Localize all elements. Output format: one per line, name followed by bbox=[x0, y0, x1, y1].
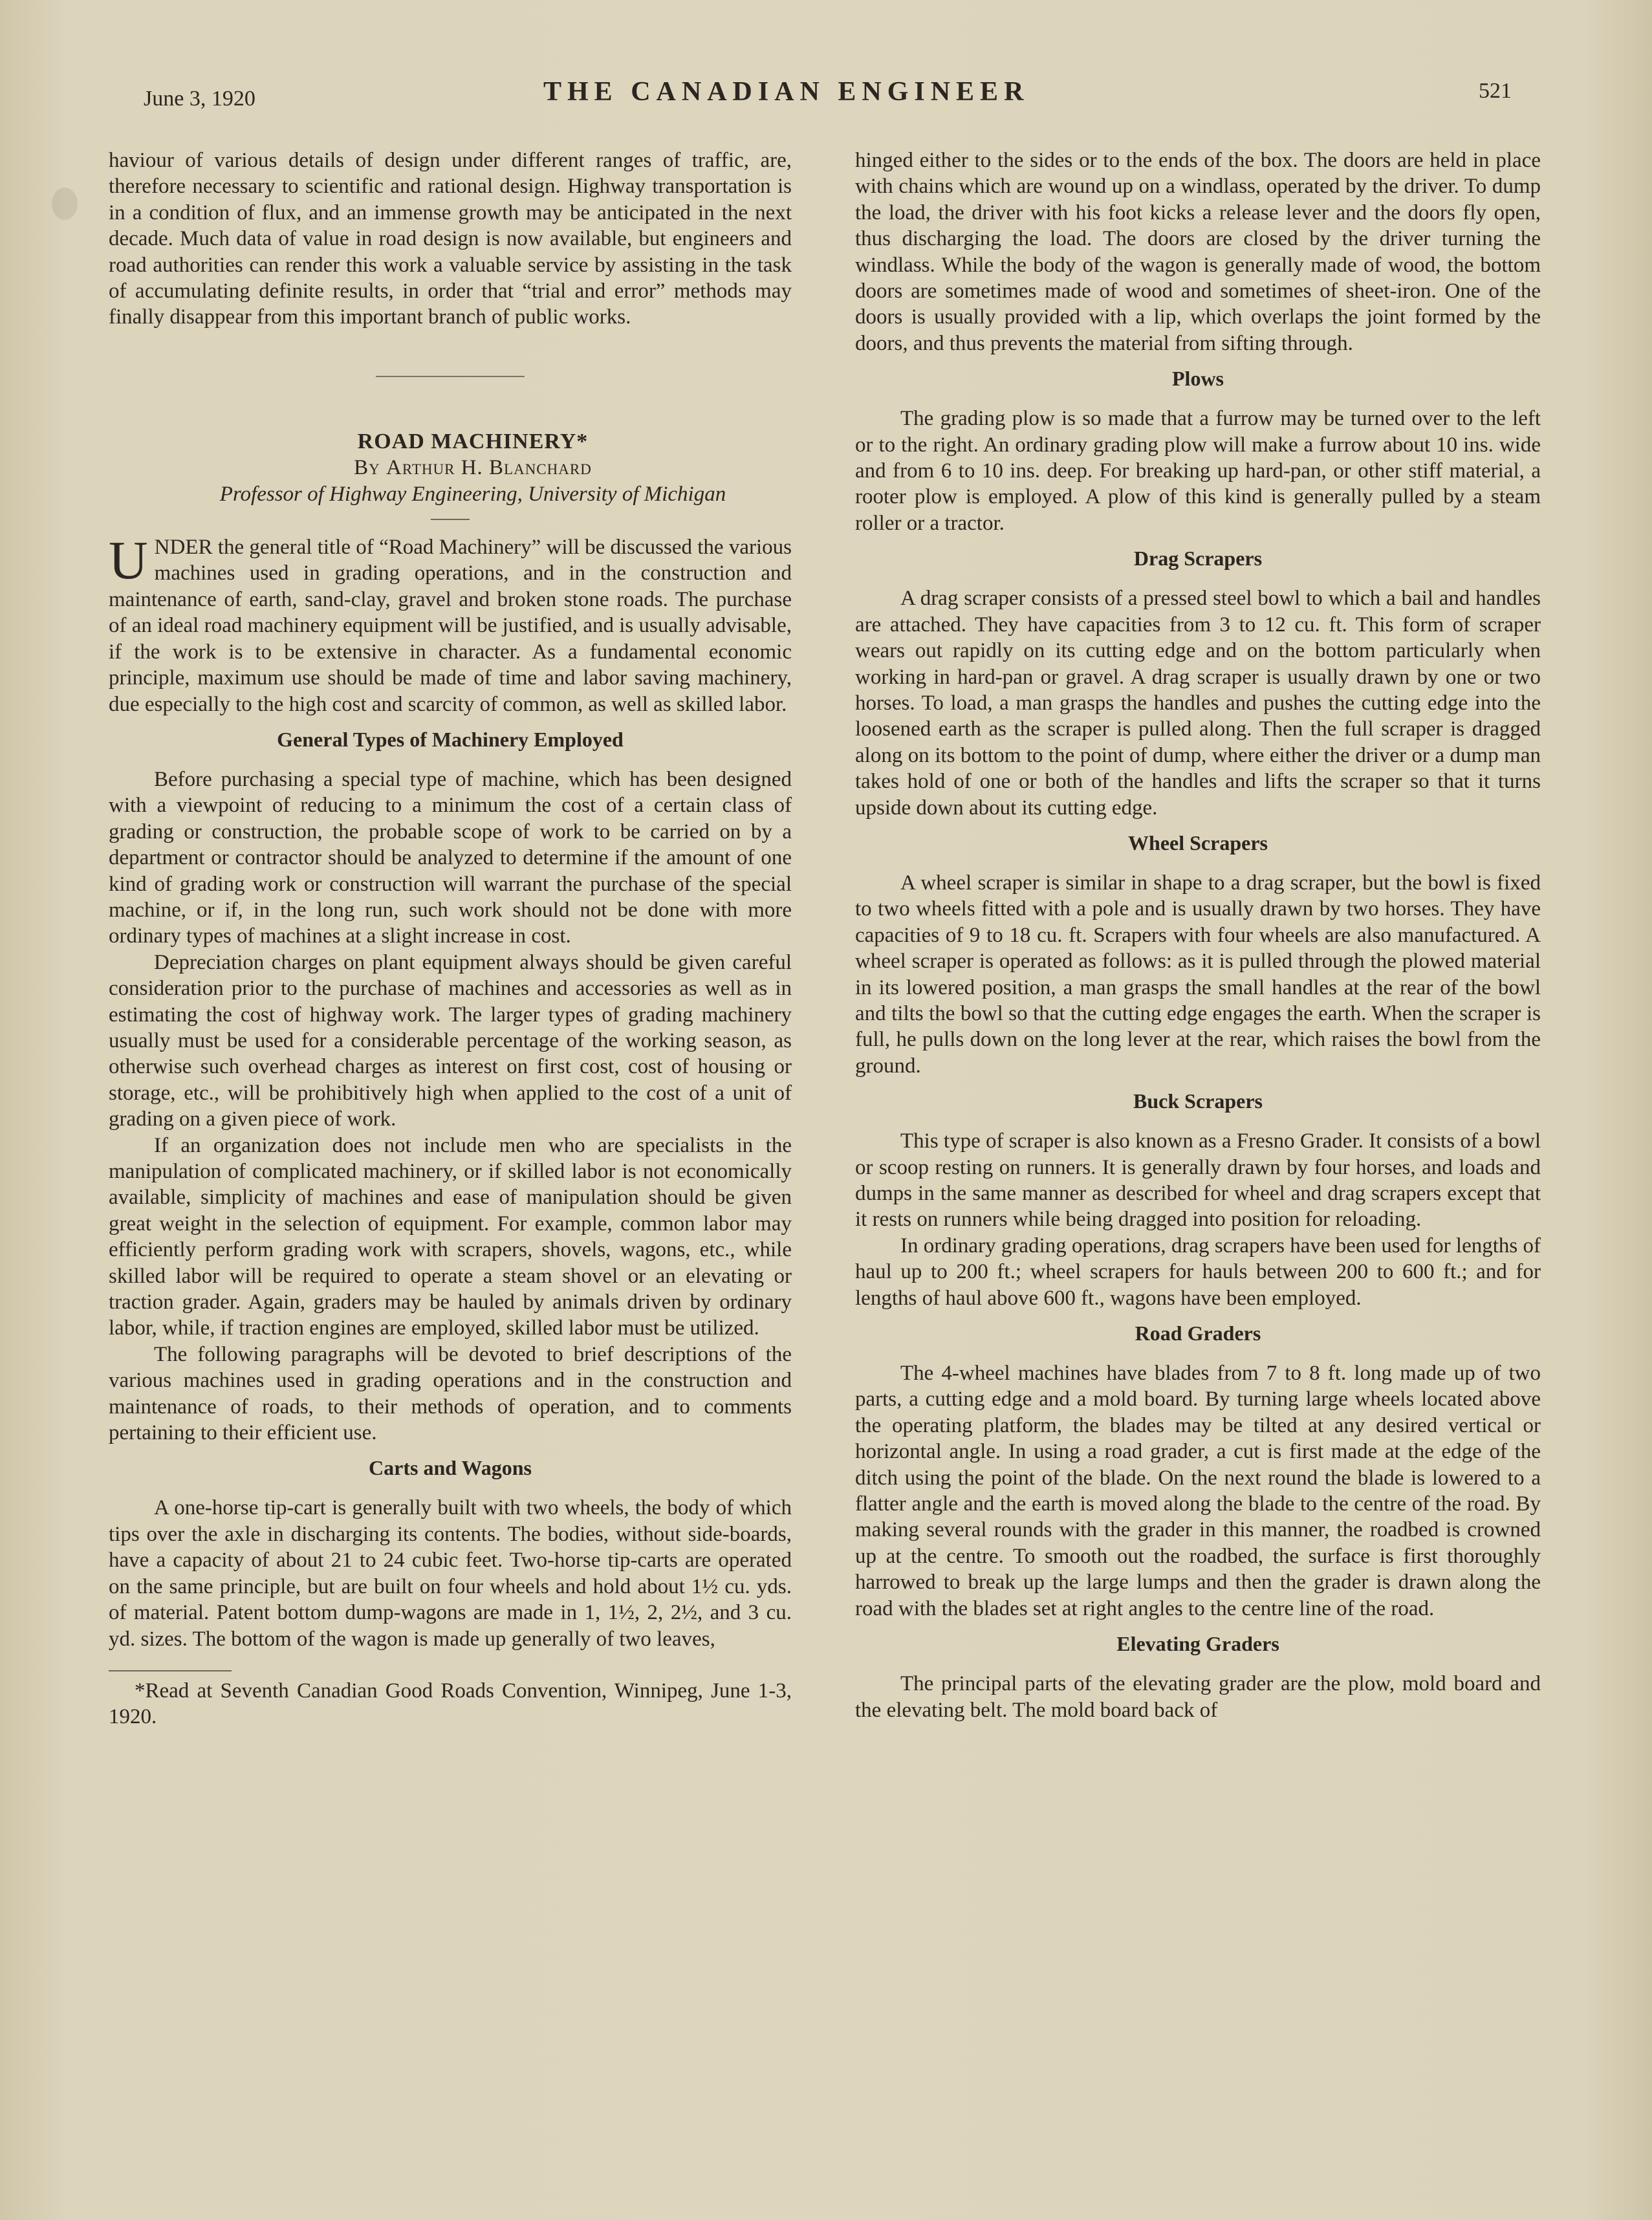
paragraph-specialists: If an organization does not include men who are specialists in the manipulation of complicated machinery, or if skilled labor is not economically available, simplicity of machines and ease of manipulation should be given great weight in the selection of equipment. For example, common labor may efficiently perform grading work with scrapers, shovels, wagons, etc., while skilled labor will be required to operate a steam shovel or an elevating or traction grader. Again, graders may be hauled by animals driven by ordinary labor, while, if traction engines are employed, skilled labor must be utilized. bbox=[109, 1133, 792, 1340]
byline bbox=[109, 455, 792, 481]
page-smudge bbox=[52, 188, 78, 220]
article-title: ROAD MACHINERY* bbox=[357, 429, 589, 453]
heading-buck-scrapers: Buck Scrapers bbox=[1133, 1089, 1263, 1113]
footnote: *Read at Seventh Canadian Good Roads Convention, Winnipeg, June 1-3, 1920. bbox=[109, 1679, 792, 1728]
drop-cap: U bbox=[109, 530, 148, 591]
journal-title: THE CANADIAN ENGINEER bbox=[543, 77, 1030, 107]
heading-elevating-graders: Elevating Graders bbox=[1116, 1632, 1279, 1656]
section-divider bbox=[376, 376, 525, 377]
heading-carts-wagons: Carts and Wagons bbox=[369, 1456, 532, 1480]
heading-plows: Plows bbox=[1172, 367, 1224, 391]
heading-general-types: General Types of Machinery Employed bbox=[277, 727, 624, 751]
heading-drag-scrapers: Drag Scrapers bbox=[1133, 547, 1263, 571]
author-affiliation: Professor of Highway Engineering, University of Michigan bbox=[219, 482, 726, 506]
opening-paragraph bbox=[109, 530, 792, 717]
opening-text: NDER the general title of “Road Machinery” will be discussed the various machines used in grading operations, and in the construction and maintenance of earth, sand-clay, gravel and broken stone roads. The purchase of an ideal road machinery equipment will be justified, and is usually advisable, if the work is to be extensive in character. As a fundamental economic principle, maximum use should be made of time and labor saving machinery, due especially to the high cost and scarcity of common, as well as skilled labor. bbox=[109, 536, 792, 716]
heading-road-graders: Road Graders bbox=[1135, 1322, 1261, 1345]
paragraph-purchasing: Before purchasing a special type of machine, which has been designed with a viewpoint of reducing to a minimum the cost of a certain class of grading or construction, the probable scope of work to be carried on by a department or contractor should be analyzed to determine if the amount of one kind of grading work or construction will warrant the purchase of the special machine, or if, in the long run, such work should not be done with more ordinary types of machines at a slight increase in cost. bbox=[109, 767, 792, 948]
running-header bbox=[0, 72, 1652, 111]
paragraph-drag-scraper: A drag scraper consists of a pressed steel bowl to which a bail and handles are attached. They have capacities from 3 to 12 cu. ft. This form of scraper wears out rapidly on its cutting edge and on the bottom particularly when working in hard-pan or gravel. A drag scraper is usually drawn by one or two horses. To load, a man grasps the handles and pushes the cutting edge into the loosened earth as the scraper is pulled along. Then the full scraper is dragged along on its bottom to the point of dump, where either the driver or a dump man takes hold of one or both of the handles and lifts the scraper so that it turns upside down about its cutting edge. bbox=[855, 587, 1541, 820]
paragraph-tip-cart: A one-horse tip-cart is generally built with two wheels, the body of which tips over the axle in discharging its contents. The bodies, without side-boards, have a capacity of about 21 to 24 cubic feet. Two-horse tip-carts are operated on the same principle, but are built on four wheels and hold about 1½ cu. yds. of material. Patent bottom dump-wagons are made in 1, 1½, 2, 2½, and 3 cu. yd. sizes. The bottom of the wagon is made up generally of two leaves, bbox=[109, 1496, 792, 1651]
page-number: 521 bbox=[1479, 79, 1512, 103]
footnote-rule bbox=[109, 1670, 232, 1671]
right-column bbox=[855, 147, 1541, 1723]
paragraph-elevating-grader: The principal parts of the elevating grader are the plow, mold board and the elevating belt. The mold board back of bbox=[855, 1672, 1541, 1722]
author-name: Arthur H. Blanchard bbox=[386, 456, 592, 480]
heading-wheel-scrapers: Wheel Scrapers bbox=[1128, 831, 1268, 854]
paragraph-haul-lengths: In ordinary grading operations, drag scrapers have been used for lengths of haul up to 200 ft.; wheel scrapers for hauls between 200 to 600 ft.; and for lengths of haul above 600 ft., wagons have been employed. bbox=[855, 1234, 1541, 1310]
paragraph-wheel-scraper: A wheel scraper is similar in shape to a drag scraper, but the bowl is fixed to two wheels fitted with a pole and is usually drawn by two horses. They have capacities of 9 to 18 cu. ft. Scrapers with four wheels are also manufactured. A wheel scraper is operated as follows: as it is pulled through the plowed material in its lowered position, a man grasps the small handles at the rear of the bowl and tilts the bowl so that the cutting edge engages the earth. When the scraper is full, he pulls down on the long lever at the rear, which raises the bowl from the ground. bbox=[855, 871, 1541, 1078]
byline-rule bbox=[431, 519, 470, 520]
paragraph-plow: The grading plow is so made that a furrow may be turned over to the left or to the right. An ordinary grading plow will make a furrow about 10 ins. wide and from 6 to 10 ins. deep. For breaking up hard-pan, or other stiff material, a rooter plow is employed. A plow of this kind is generally pulled by a steam roller or a tractor. bbox=[855, 407, 1541, 535]
intro-paragraph: haviour of various details of design under different ranges of traffic, are, therefore necessary to scientific and rational design. Highway transportation is in a condition of flux, and an immense growth may be anticipated in the next decade. Much data of value in road design is now available, but engineers and road authorities can render this work a valuable service by assisting in the task of accumulating definite results, in order that “trial and error” methods may finally disappear from this important branch of public works. bbox=[109, 149, 792, 329]
byline-by: By bbox=[354, 456, 380, 480]
left-column bbox=[109, 147, 792, 1730]
paragraph-following: The following paragraphs will be devoted to brief descriptions of the various machines used in grading operations and in the construction and maintenance of roads, to their methods of operation, and to comments pertaining to their efficient use. bbox=[109, 1342, 792, 1445]
paragraph-depreciation: Depreciation charges on plant equipment always should be given careful consideration prior to the purchase of machines and accessories as well as in estimating the cost of highway work. The larger types of grading machinery usually must be used for a considerable percentage of the working season, as otherwise such overhead charges as interest on first cost, cost of housing or storage, etc., will be prohibitively high when applied to the cost of a unit of grading on a given piece of work. bbox=[109, 950, 792, 1131]
paragraph-doors: hinged either to the sides or to the ends of the box. The doors are held in place with chains which are wound up on a windlass, operated by the driver. To dump the load, the driver with his foot kicks a release lever and the doors fly open, thus discharging the load. The doors are closed by the driver turning the windlass. While the body of the wagon is generally made of wood, the bottom doors are sometimes made of wood and sometimes of sheet-iron. One of the doors is usually provided with a lip, which overlaps the joint formed by the doors, and thus prevents the material from sifting through. bbox=[855, 149, 1541, 355]
paragraph-road-grader: The 4-wheel machines have blades from 7 to 8 ft. long made up of two parts, a cutting edge and a mold board. By turning large wheels located above the operating platform, the blades may be tilted at any desired vertical or horizontal angle. In using a road grader, a cut is first made at the edge of the ditch using the point of the blade. On the next round the blade is lowered to a flatter angle and the earth is moved along the blade to the centre of the road. By making several rounds with the grader in this manner, the roadbed is crowned up at the centre. To smooth out the roadbed, the surface is first thoroughly harrowed to break up the large lumps and then the grader is drawn along the road with the blades set at right angles to the centre line of the road. bbox=[855, 1362, 1541, 1620]
header-date: June 3, 1920 bbox=[144, 87, 255, 111]
paragraph-buck-scraper: This type of scraper is also known as a Fresno Grader. It consists of a bowl or scoop resting on runners. It is generally drawn by four horses, and loads and dumps in the same manner as described for wheel and drag scrapers except that it rests on runners while being dragged into position for reloading. bbox=[855, 1129, 1541, 1232]
